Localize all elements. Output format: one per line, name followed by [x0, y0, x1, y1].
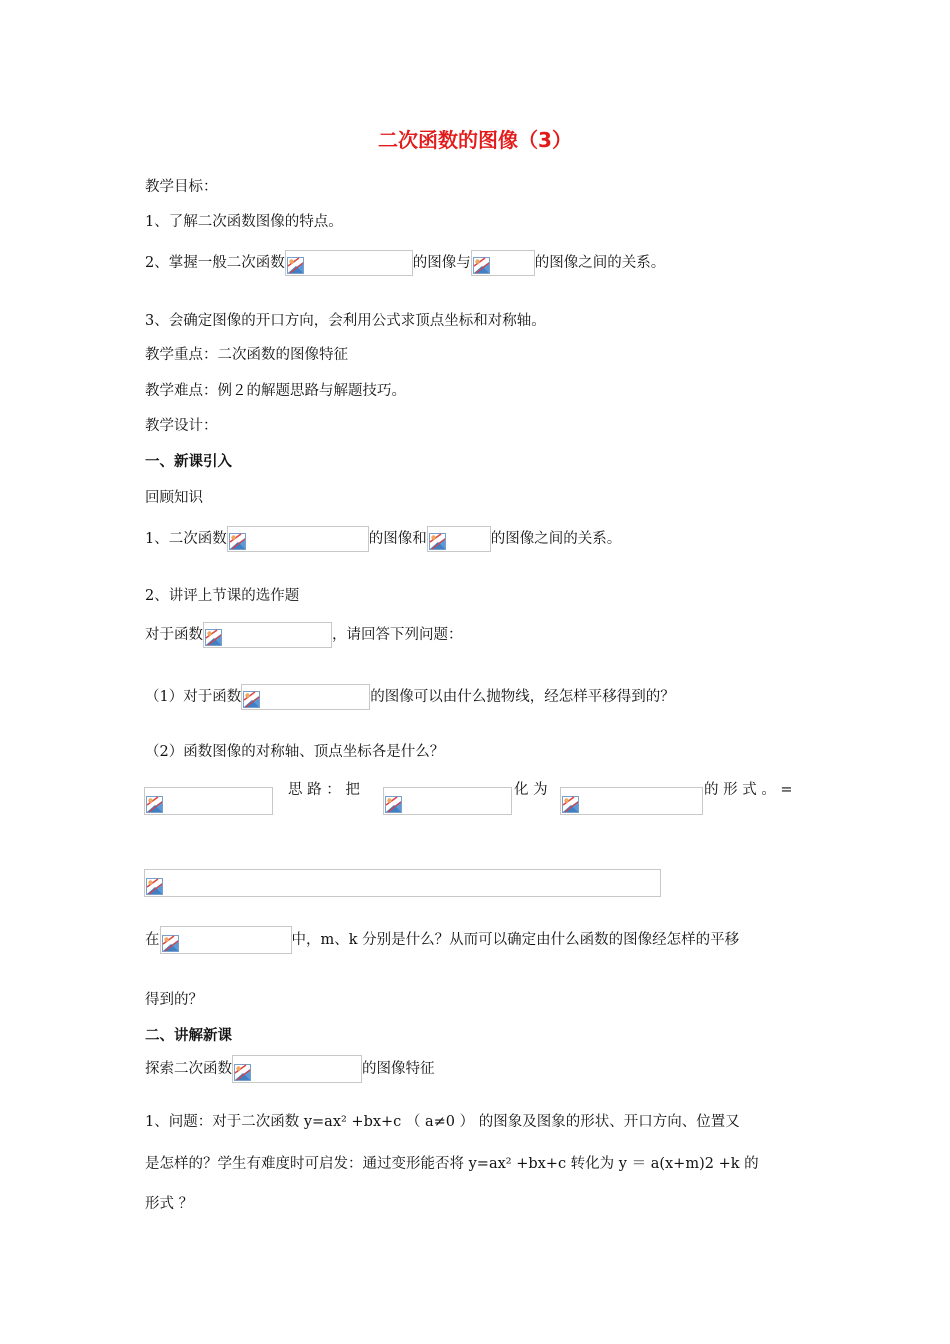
section-1-heading: 一、新课引入 [145, 454, 232, 470]
broken-image-icon [146, 796, 163, 813]
goal-2 [145, 250, 665, 276]
review-1-mid: 的图像和 [368, 531, 427, 547]
section-2-heading: 二、讲解新课 [145, 1028, 232, 1044]
question-1-pre: （1）对于函数 [145, 689, 242, 705]
goal-2-mid: 的图像与 [412, 255, 471, 271]
goal-1: 1、了解二次函数图像的特点。 [145, 214, 343, 230]
review-1-pre: 1、二次函数 [145, 531, 227, 547]
problem-line-3: 形式 ？ [145, 1196, 194, 1212]
formula-image-wide [144, 869, 661, 897]
formula-image [471, 250, 535, 276]
broken-image-icon [243, 691, 260, 708]
broken-image-icon [162, 935, 179, 952]
goal-2-post: 的图像之间的关系。 [534, 255, 666, 271]
question-intro-post: ，请回答下列问题： [332, 627, 463, 643]
review-2: 2、讲评上节课的选作题 [145, 588, 300, 604]
formula-image [227, 526, 369, 552]
explore-post: 的图像特征 [362, 1061, 435, 1077]
explore-line [145, 1055, 435, 1083]
broken-image-icon [562, 796, 579, 813]
formula-image [144, 787, 273, 815]
broken-image-icon [205, 629, 222, 646]
key-point: 教学重点：二次函数的图像特征 [145, 347, 348, 363]
explore-pre: 探索二次函数 [145, 1061, 232, 1077]
question-2: （2）函数图像的对称轴、顶点坐标各是什么？ [145, 744, 445, 760]
design-heading: 教学设计： [145, 418, 218, 434]
idea-text-c: 的 形 式 。 = [704, 782, 793, 798]
in-line [145, 926, 739, 954]
in-line-2: 得到的？ [145, 992, 203, 1008]
review-1-post: 的图像之间的关系。 [490, 531, 622, 547]
idea-text-b: 化 为 [514, 782, 548, 798]
broken-image-icon [229, 533, 246, 550]
formula-image [383, 787, 512, 815]
problem-line-2: 是怎样的？学生有难度时可启发：通过变形能否将 y=ax² +bx+c 转化为 y ＝ a(x+m)2 +k 的 [145, 1156, 759, 1172]
review-heading: 回顾知识 [145, 490, 203, 506]
formula-image [285, 250, 413, 276]
problem-line-1: 1、问题：对于二次函数 y=ax² +bx+c （ a≠0 ） 的图象及图象的形状、开口方向、位置又 [145, 1114, 740, 1130]
question-1-post: 的图像可以由什么抛物线，经怎样平移得到的？ [370, 689, 675, 705]
formula-image [241, 684, 370, 710]
question-1 [145, 684, 675, 710]
broken-image-icon [385, 796, 402, 813]
question-intro-pre: 对于函数 [145, 627, 203, 643]
formula-image [160, 926, 292, 954]
broken-image-icon [287, 257, 304, 274]
formula-image [203, 622, 332, 648]
difficulty: 教学难点：例２的解题思路与解题技巧。 [145, 383, 406, 399]
formula-image [232, 1055, 362, 1083]
formula-image [427, 526, 491, 552]
broken-image-icon [429, 533, 446, 550]
broken-image-icon [146, 878, 163, 895]
review-1 [145, 526, 621, 552]
goals-heading: 教学目标： [145, 179, 218, 195]
broken-image-icon [473, 257, 490, 274]
broken-image-icon [234, 1064, 251, 1081]
in-line-pre: 在 [145, 932, 160, 948]
page-title: 二次函数的图像（3） [378, 128, 572, 152]
question-intro [145, 622, 463, 648]
idea-text-a: 思 路 ： 把 [288, 782, 360, 798]
goal-2-pre: 2、掌握一般二次函数 [145, 255, 285, 271]
formula-image [560, 787, 703, 815]
in-line-post: 中，m、k 分别是什么？从而可以确定由什么函数的图像经怎样的平移 [291, 932, 740, 948]
goal-3: 3、会确定图像的开口方向，会利用公式求顶点坐标和对称轴。 [145, 313, 546, 329]
